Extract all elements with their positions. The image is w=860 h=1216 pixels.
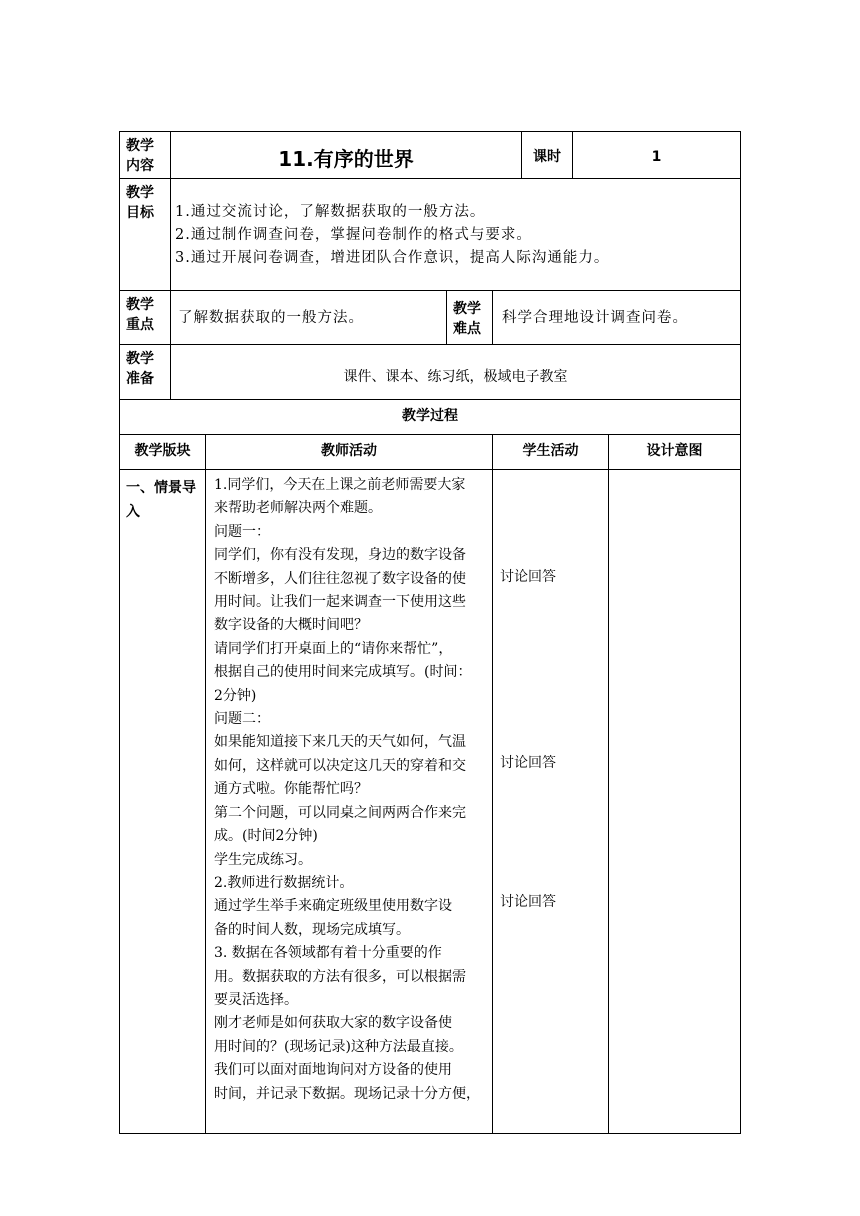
row-divider — [119, 344, 741, 345]
key-point-label: 教学重点 — [126, 297, 154, 333]
teacher-line: 学生完成练习。 — [214, 851, 312, 868]
col-divider — [205, 434, 206, 1134]
column-header-intent: 设计意图 — [646, 443, 703, 459]
teacher-activity — [214, 474, 488, 1106]
col-divider — [608, 434, 609, 1134]
teacher-line: 2分钟) — [214, 687, 257, 704]
table-border-left — [119, 131, 120, 1134]
preparation-label: 教学准备 — [126, 351, 154, 387]
column-header-teacher: 教师活动 — [321, 443, 377, 459]
table-border-bottom — [119, 1133, 741, 1134]
student-activity: 讨论回答 — [500, 894, 556, 910]
teacher-line: 不断增多，人们往往忽视了数字设备的使 — [214, 570, 466, 587]
teacher-line: 时间，并记录下数据。现场记录十分方便， — [214, 1085, 480, 1102]
col-divider — [492, 434, 493, 1134]
key-point-text: 了解数据获取的一般方法。 — [178, 310, 364, 326]
difficulty-text: 科学合理地设计调查问卷。 — [502, 310, 688, 326]
teacher-line: 同学们，你有没有发现，身边的数字设备 — [214, 547, 466, 564]
teacher-line: 来帮助老师解决两个难题。 — [214, 500, 382, 517]
teacher-line: 根据自己的使用时间来完成填写。(时间： — [214, 664, 472, 681]
teacher-line: 刚才老师是如何获取大家的数字设备使 — [214, 1015, 452, 1032]
preparation-text: 课件、课本、练习纸，极域电子教室 — [343, 369, 568, 385]
goal-item: 3.通过开展问卷调查，增进团队合作意识，提高人际沟通能力。 — [175, 250, 610, 266]
teacher-line: 请同学们打开桌面上的“请你来帮忙”， — [214, 640, 453, 657]
teacher-line: 2.教师进行数据统计。 — [214, 874, 354, 891]
teacher-line: 第二个问题，可以同桌之间两两合作来完 — [214, 804, 466, 821]
student-activity: 讨论回答 — [500, 755, 556, 771]
teacher-line: 问题二： — [214, 711, 270, 728]
period-value: 1 — [651, 149, 662, 165]
teacher-line: 如果能知道接下来几天的天气如何，气温 — [214, 734, 466, 751]
teacher-line: 成。(时间2分钟) — [214, 828, 318, 845]
lesson-title: 11.有序的世界 — [278, 147, 414, 171]
teacher-line: 问题一： — [214, 523, 270, 540]
column-header-section: 教学版块 — [134, 443, 191, 459]
goal-item: 2.通过制作调查问卷，掌握问卷制作的格式与要求。 — [175, 227, 532, 243]
col-divider — [446, 290, 447, 345]
section-label: 一、情景导入 — [126, 480, 196, 520]
table-border-right — [740, 131, 741, 1134]
teacher-line: 通过学生举手来确定班级里使用数字设 — [214, 898, 452, 915]
teacher-line: 3. 数据在各领域都有着十分重要的作 — [214, 945, 442, 962]
row-divider — [119, 469, 741, 470]
difficulty-label: 教学难点 — [453, 301, 481, 337]
col-divider — [170, 178, 171, 291]
teacher-line: 要灵活选择。 — [214, 991, 298, 1008]
goal-item: 1.通过交流讨论，了解数据获取的一般方法。 — [175, 204, 486, 220]
period-label: 课时 — [533, 149, 561, 165]
teacher-line: 如何，这样就可以决定这几天的穿着和交 — [214, 757, 466, 774]
teacher-line: 我们可以面对面地询问对方设备的使用 — [214, 1062, 452, 1079]
row-divider — [119, 178, 741, 179]
row-divider — [119, 399, 741, 400]
table-border-top — [119, 131, 741, 132]
row-divider — [119, 290, 741, 291]
teacher-line: 用。数据获取的方法有很多，可以根据需 — [214, 968, 466, 985]
teacher-line: 数字设备的大概时间吧？ — [214, 617, 368, 634]
teacher-line: 用时间。让我们一起来调查一下使用这些 — [214, 594, 466, 611]
teacher-line: 通方式啦。你能帮忙吗？ — [214, 781, 368, 798]
teacher-line: 用时间的？(现场记录)这种方法最直接。 — [214, 1038, 463, 1055]
teacher-line: 1.同学们，今天在上课之前老师需要大家 — [214, 477, 466, 493]
goals-label: 教学目标 — [126, 185, 154, 221]
row-divider — [119, 434, 741, 435]
process-title: 教学过程 — [402, 408, 458, 424]
content-label: 教学内容 — [126, 138, 154, 174]
student-activity: 讨论回答 — [500, 569, 556, 585]
col-divider — [170, 290, 171, 345]
teacher-line: 备的时间人数，现场完成填写。 — [214, 921, 410, 938]
column-header-student: 学生活动 — [522, 443, 579, 459]
